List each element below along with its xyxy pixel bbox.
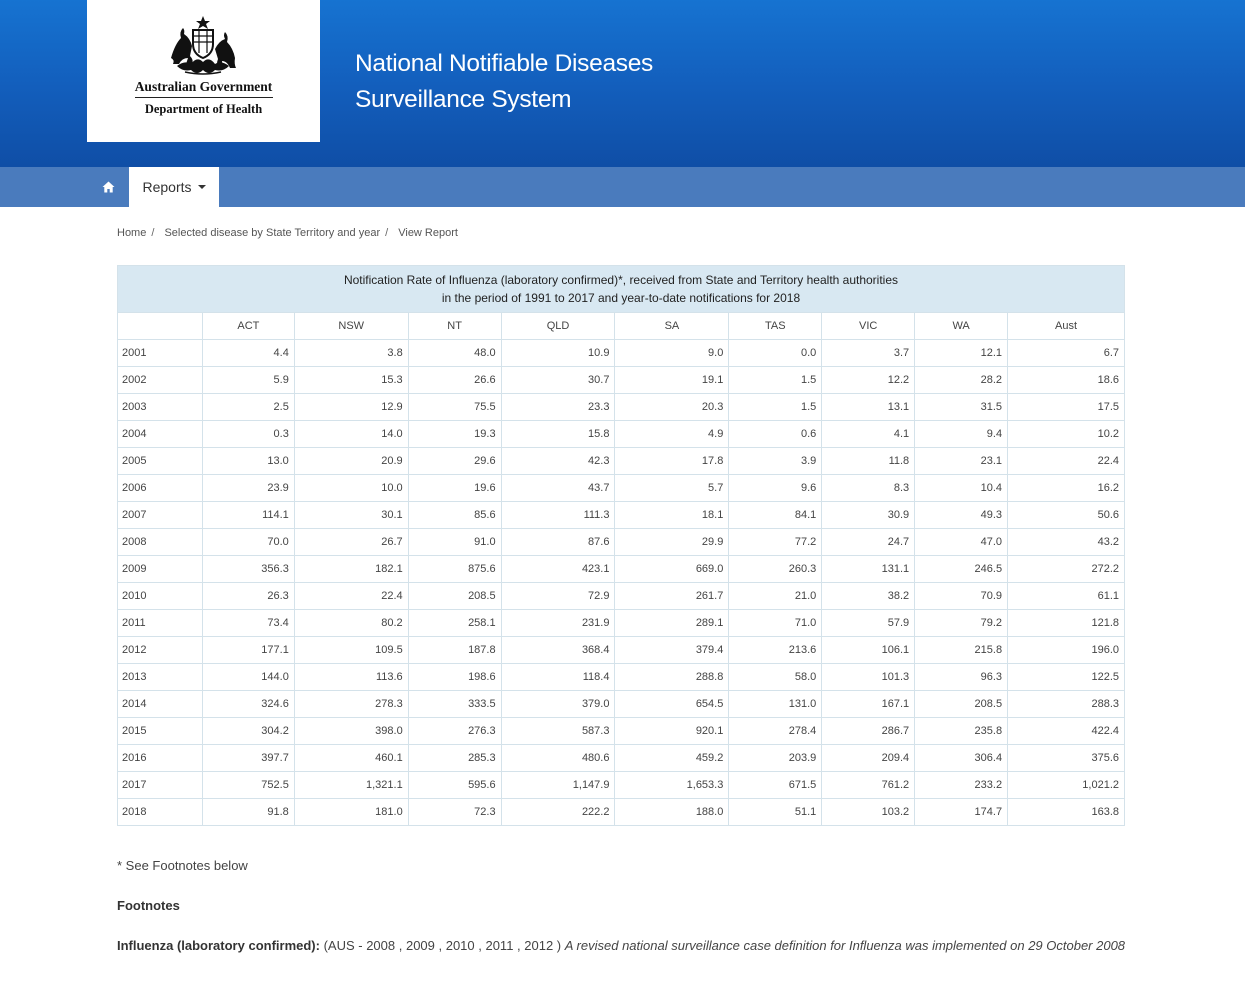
rate-cell: 17.8 — [615, 448, 729, 475]
rate-cell: 121.8 — [1008, 610, 1125, 637]
rate-cell: 77.2 — [729, 529, 822, 556]
rate-cell: 91.0 — [408, 529, 501, 556]
rate-cell: 1.5 — [729, 367, 822, 394]
rate-cell: 131.1 — [822, 556, 915, 583]
rate-cell: 12.2 — [822, 367, 915, 394]
rate-cell: 73.4 — [202, 610, 294, 637]
table-row — [118, 556, 1125, 583]
rate-cell: 177.1 — [202, 637, 294, 664]
rate-cell: 260.3 — [729, 556, 822, 583]
footnote-entry — [117, 938, 1125, 953]
rate-cell: 669.0 — [615, 556, 729, 583]
rate-cell: 30.1 — [294, 502, 408, 529]
header-banner — [0, 0, 1245, 167]
table-row — [118, 583, 1125, 610]
table-title — [118, 266, 1125, 313]
table-row — [118, 718, 1125, 745]
rate-cell: 10.4 — [915, 475, 1008, 502]
rate-cell: 3.8 — [294, 340, 408, 367]
rate-cell: 0.0 — [729, 340, 822, 367]
row-year-cell: 2009 — [118, 556, 203, 583]
rate-cell: 654.5 — [615, 691, 729, 718]
rate-cell: 16.2 — [1008, 475, 1125, 502]
rate-cell: 43.2 — [1008, 529, 1125, 556]
breadcrumb-home[interactable]: Home — [117, 227, 147, 239]
row-year-cell: 2011 — [118, 610, 203, 637]
footnote-label: Influenza (laboratory confirmed): — [117, 938, 320, 953]
rate-cell: 96.3 — [915, 664, 1008, 691]
row-year-cell: 2018 — [118, 799, 203, 826]
table-row — [118, 637, 1125, 664]
rate-cell: 1,653.3 — [615, 772, 729, 799]
rate-cell: 235.8 — [915, 718, 1008, 745]
rate-cell: 30.9 — [822, 502, 915, 529]
table-row — [118, 340, 1125, 367]
table-row — [118, 772, 1125, 799]
rate-cell: 285.3 — [408, 745, 501, 772]
rate-cell: 196.0 — [1008, 637, 1125, 664]
notification-rate-table — [117, 265, 1125, 826]
rate-cell: 10.2 — [1008, 421, 1125, 448]
rate-cell: 272.2 — [1008, 556, 1125, 583]
rate-cell: 26.3 — [202, 583, 294, 610]
rate-cell: 6.7 — [1008, 340, 1125, 367]
column-header-qld: QLD — [501, 313, 615, 340]
rate-cell: 163.8 — [1008, 799, 1125, 826]
row-year-cell: 2004 — [118, 421, 203, 448]
rate-cell: 368.4 — [501, 637, 615, 664]
rate-cell: 324.6 — [202, 691, 294, 718]
rate-cell: 2.5 — [202, 394, 294, 421]
rate-cell: 233.2 — [915, 772, 1008, 799]
rate-cell: 174.7 — [915, 799, 1008, 826]
site-title-line-2: Surveillance System — [355, 86, 572, 113]
rate-cell: 17.5 — [1008, 394, 1125, 421]
row-year-cell: 2006 — [118, 475, 203, 502]
rate-cell: 14.0 — [294, 421, 408, 448]
row-year-cell: 2013 — [118, 664, 203, 691]
column-header-vic: VIC — [822, 313, 915, 340]
rate-cell: 752.5 — [202, 772, 294, 799]
rate-cell: 29.6 — [408, 448, 501, 475]
rate-cell: 587.3 — [501, 718, 615, 745]
table-title-line-2: in the period of 1991 to 2017 and year-to-date notifications for 2018 — [441, 291, 801, 305]
rate-cell: 87.6 — [501, 529, 615, 556]
rate-cell: 75.5 — [408, 394, 501, 421]
rate-cell: 875.6 — [408, 556, 501, 583]
rate-cell: 114.1 — [202, 502, 294, 529]
rate-cell: 58.0 — [729, 664, 822, 691]
breadcrumb — [117, 227, 458, 239]
breadcrumb-separator: / — [151, 227, 155, 239]
table-row — [118, 394, 1125, 421]
rate-cell: 15.3 — [294, 367, 408, 394]
rate-cell: 84.1 — [729, 502, 822, 529]
rate-cell: 379.0 — [501, 691, 615, 718]
rate-cell: 595.6 — [408, 772, 501, 799]
rate-cell: 9.6 — [729, 475, 822, 502]
rate-cell: 5.9 — [202, 367, 294, 394]
rate-cell: 19.3 — [408, 421, 501, 448]
rate-cell: 423.1 — [501, 556, 615, 583]
breadcrumb-view-report: View Report — [398, 227, 458, 239]
table-title-line-1: Notification Rate of Influenza (laboratory confirmed)*, received from State and Territory health authorities — [343, 273, 899, 287]
nav-reports-dropdown[interactable] — [129, 167, 219, 207]
rate-cell: 80.2 — [294, 610, 408, 637]
chevron-down-icon — [198, 185, 206, 189]
rate-cell: 57.9 — [822, 610, 915, 637]
site-title — [355, 46, 653, 118]
rate-cell: 122.5 — [1008, 664, 1125, 691]
rate-cell: 12.9 — [294, 394, 408, 421]
rate-cell: 460.1 — [294, 745, 408, 772]
rate-cell: 19.6 — [408, 475, 501, 502]
rate-cell: 43.7 — [501, 475, 615, 502]
logo-divider — [135, 97, 273, 98]
rate-cell: 246.5 — [915, 556, 1008, 583]
rate-cell: 261.7 — [615, 583, 729, 610]
rate-cell: 70.0 — [202, 529, 294, 556]
nav-home-button[interactable] — [87, 167, 129, 207]
row-year-cell: 2007 — [118, 502, 203, 529]
rate-cell: 91.8 — [202, 799, 294, 826]
table-row — [118, 691, 1125, 718]
rate-cell: 288.8 — [615, 664, 729, 691]
rate-cell: 21.0 — [729, 583, 822, 610]
rate-cell: 231.9 — [501, 610, 615, 637]
rate-cell: 288.3 — [1008, 691, 1125, 718]
rate-cell: 22.4 — [1008, 448, 1125, 475]
rate-cell: 10.9 — [501, 340, 615, 367]
rate-cell: 286.7 — [822, 718, 915, 745]
footnote-reference: * See Footnotes below — [117, 858, 248, 873]
rate-cell: 306.4 — [915, 745, 1008, 772]
rate-cell: 9.4 — [915, 421, 1008, 448]
table-header-row — [118, 313, 1125, 340]
row-year-cell: 2002 — [118, 367, 203, 394]
row-year-cell: 2012 — [118, 637, 203, 664]
rate-cell: 103.2 — [822, 799, 915, 826]
rate-cell: 113.6 — [294, 664, 408, 691]
rate-cell: 144.0 — [202, 664, 294, 691]
column-header-sa: SA — [615, 313, 729, 340]
rate-cell: 203.9 — [729, 745, 822, 772]
table-row — [118, 448, 1125, 475]
rate-cell: 198.6 — [408, 664, 501, 691]
rate-cell: 26.6 — [408, 367, 501, 394]
rate-cell: 208.5 — [408, 583, 501, 610]
rate-cell: 11.8 — [822, 448, 915, 475]
rate-cell: 4.9 — [615, 421, 729, 448]
row-year-cell: 2008 — [118, 529, 203, 556]
rate-cell: 398.0 — [294, 718, 408, 745]
rate-cell: 276.3 — [408, 718, 501, 745]
government-logo[interactable] — [87, 0, 320, 142]
rate-cell: 72.3 — [408, 799, 501, 826]
rate-cell: 375.6 — [1008, 745, 1125, 772]
column-header-year — [118, 313, 203, 340]
rate-cell: 15.8 — [501, 421, 615, 448]
rate-cell: 23.9 — [202, 475, 294, 502]
rate-cell: 71.0 — [729, 610, 822, 637]
rate-cell: 213.6 — [729, 637, 822, 664]
table-row — [118, 367, 1125, 394]
column-header-wa: WA — [915, 313, 1008, 340]
rate-cell: 1,021.2 — [1008, 772, 1125, 799]
rate-cell: 397.7 — [202, 745, 294, 772]
rate-cell: 18.1 — [615, 502, 729, 529]
rate-cell: 289.1 — [615, 610, 729, 637]
rate-cell: 61.1 — [1008, 583, 1125, 610]
rate-cell: 28.2 — [915, 367, 1008, 394]
government-name: Australian Government — [134, 79, 273, 94]
rate-cell: 23.1 — [915, 448, 1008, 475]
row-year-cell: 2005 — [118, 448, 203, 475]
rate-cell: 13.1 — [822, 394, 915, 421]
rate-cell: 671.5 — [729, 772, 822, 799]
column-header-act: ACT — [202, 313, 294, 340]
rate-cell: 8.3 — [822, 475, 915, 502]
column-header-nsw: NSW — [294, 313, 408, 340]
rate-cell: 24.7 — [822, 529, 915, 556]
rate-cell: 459.2 — [615, 745, 729, 772]
rate-cell: 49.3 — [915, 502, 1008, 529]
rate-cell: 0.3 — [202, 421, 294, 448]
rate-cell: 379.4 — [615, 637, 729, 664]
breadcrumb-selected-disease[interactable]: Selected disease by State Territory and year — [164, 227, 381, 239]
rate-cell: 47.0 — [915, 529, 1008, 556]
rate-cell: 31.5 — [915, 394, 1008, 421]
rate-cell: 85.6 — [408, 502, 501, 529]
column-header-tas: TAS — [729, 313, 822, 340]
rate-cell: 29.9 — [615, 529, 729, 556]
rate-cell: 333.5 — [408, 691, 501, 718]
row-year-cell: 2014 — [118, 691, 203, 718]
rate-cell: 5.7 — [615, 475, 729, 502]
column-header-aust: Aust — [1008, 313, 1125, 340]
rate-cell: 79.2 — [915, 610, 1008, 637]
rate-cell: 278.3 — [294, 691, 408, 718]
rate-cell: 920.1 — [615, 718, 729, 745]
rate-cell: 109.5 — [294, 637, 408, 664]
rate-cell: 188.0 — [615, 799, 729, 826]
coat-of-arms-icon — [163, 14, 243, 76]
column-header-nt: NT — [408, 313, 501, 340]
rate-cell: 480.6 — [501, 745, 615, 772]
rate-cell: 22.4 — [294, 583, 408, 610]
rate-cell: 111.3 — [501, 502, 615, 529]
rate-cell: 72.9 — [501, 583, 615, 610]
rate-cell: 3.9 — [729, 448, 822, 475]
rate-cell: 215.8 — [915, 637, 1008, 664]
row-year-cell: 2003 — [118, 394, 203, 421]
rate-cell: 4.4 — [202, 340, 294, 367]
rate-cell: 422.4 — [1008, 718, 1125, 745]
rate-cell: 13.0 — [202, 448, 294, 475]
table-row — [118, 502, 1125, 529]
rate-cell: 181.0 — [294, 799, 408, 826]
rate-cell: 101.3 — [822, 664, 915, 691]
table-row — [118, 529, 1125, 556]
rate-cell: 23.3 — [501, 394, 615, 421]
rate-cell: 48.0 — [408, 340, 501, 367]
rate-cell: 70.9 — [915, 583, 1008, 610]
footnote-text: A revised national surveillance case definition for Influenza was implemented on 29 October 2008 — [564, 938, 1126, 953]
rate-cell: 304.2 — [202, 718, 294, 745]
rate-cell: 3.7 — [822, 340, 915, 367]
rate-cell: 209.4 — [822, 745, 915, 772]
main-navbar — [0, 167, 1245, 207]
rate-cell: 1,147.9 — [501, 772, 615, 799]
department-name: Department of Health — [144, 102, 263, 116]
rate-cell: 182.1 — [294, 556, 408, 583]
rate-cell: 51.1 — [729, 799, 822, 826]
rate-cell: 19.1 — [615, 367, 729, 394]
rate-cell: 106.1 — [822, 637, 915, 664]
rate-cell: 4.1 — [822, 421, 915, 448]
rate-cell: 1,321.1 — [294, 772, 408, 799]
rate-cell: 118.4 — [501, 664, 615, 691]
rate-cell: 18.6 — [1008, 367, 1125, 394]
home-icon — [102, 181, 115, 193]
rate-cell: 10.0 — [294, 475, 408, 502]
breadcrumb-separator: / — [385, 227, 389, 239]
rate-cell: 761.2 — [822, 772, 915, 799]
rate-cell: 0.6 — [729, 421, 822, 448]
rate-cell: 50.6 — [1008, 502, 1125, 529]
table-row — [118, 745, 1125, 772]
site-title-line-1: National Notifiable Diseases — [355, 50, 654, 77]
table-row — [118, 475, 1125, 502]
row-year-cell: 2016 — [118, 745, 203, 772]
rate-cell: 187.8 — [408, 637, 501, 664]
table-row — [118, 664, 1125, 691]
footnote-years: (AUS - 2008 , 2009 , 2010 , 2011 , 2012 ) — [323, 938, 562, 953]
footnotes-heading: Footnotes — [117, 898, 180, 913]
row-year-cell: 2010 — [118, 583, 203, 610]
rate-cell: 9.0 — [615, 340, 729, 367]
rate-cell: 12.1 — [915, 340, 1008, 367]
rate-cell: 30.7 — [501, 367, 615, 394]
row-year-cell: 2015 — [118, 718, 203, 745]
table-row — [118, 799, 1125, 826]
rate-cell: 42.3 — [501, 448, 615, 475]
table-row — [118, 421, 1125, 448]
rate-cell: 20.3 — [615, 394, 729, 421]
table-row — [118, 610, 1125, 637]
nav-reports-label: Reports — [142, 179, 192, 195]
rate-cell: 208.5 — [915, 691, 1008, 718]
rate-cell: 278.4 — [729, 718, 822, 745]
rate-cell: 131.0 — [729, 691, 822, 718]
rate-cell: 167.1 — [822, 691, 915, 718]
row-year-cell: 2017 — [118, 772, 203, 799]
rate-cell: 1.5 — [729, 394, 822, 421]
row-year-cell: 2001 — [118, 340, 203, 367]
rate-cell: 356.3 — [202, 556, 294, 583]
rate-cell: 38.2 — [822, 583, 915, 610]
rate-cell: 20.9 — [294, 448, 408, 475]
rate-cell: 222.2 — [501, 799, 615, 826]
rate-cell: 26.7 — [294, 529, 408, 556]
rate-cell: 258.1 — [408, 610, 501, 637]
